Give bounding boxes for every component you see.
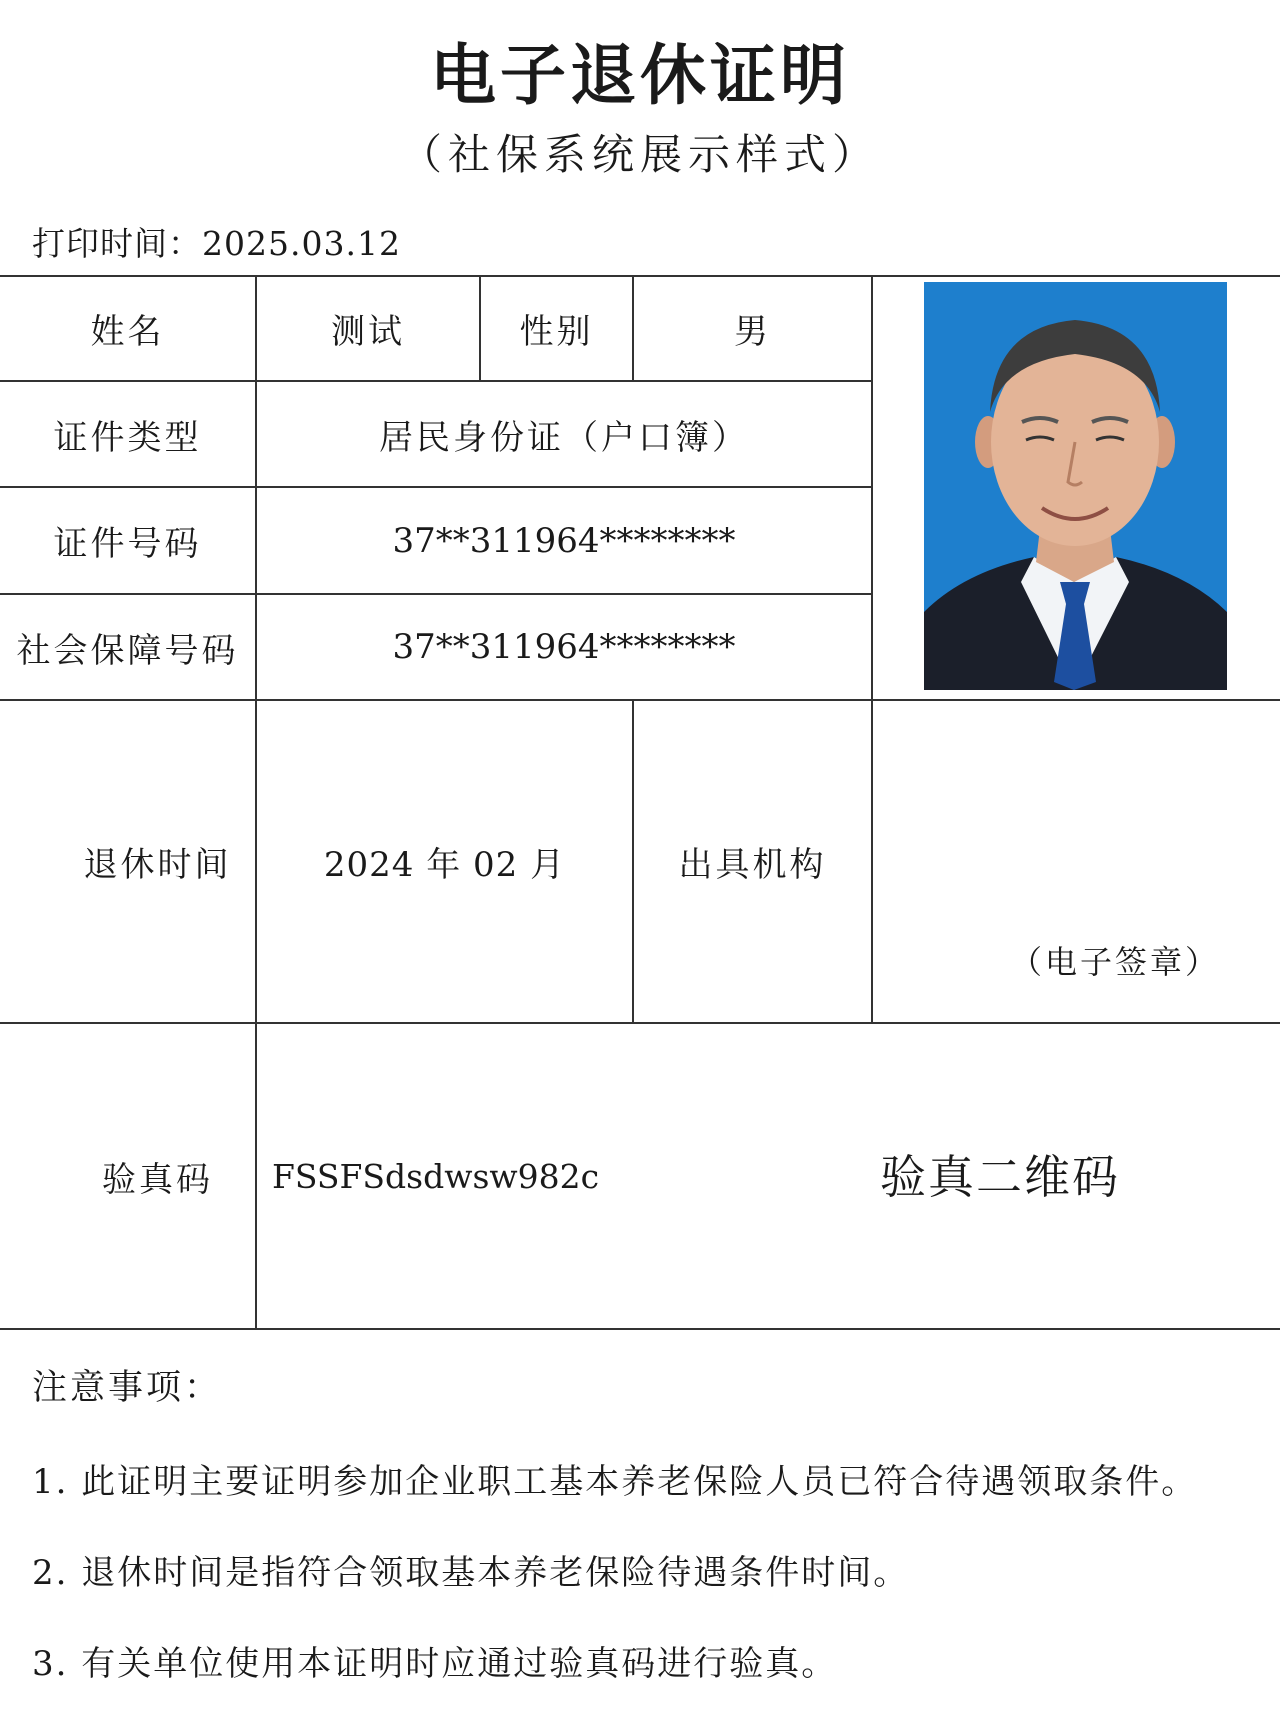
name-value: 测试 — [331, 312, 405, 352]
electronic-seal-label: （电子签章） — [1009, 943, 1220, 981]
gender-label: 性别 — [519, 312, 594, 352]
name-label: 姓名 — [90, 312, 165, 352]
note-item: 3. 有关单位使用本证明时应通过验真码进行验真。 — [32, 1644, 838, 1684]
social-security-value: 37**311964******** — [392, 627, 736, 667]
print-date-label: 打印时间： — [32, 224, 202, 263]
verification-code-label: 验真码 — [102, 1159, 213, 1200]
certificate-subtitle: （社保系统展示样式） — [399, 130, 880, 179]
certificate-title: 电子退休证明 — [430, 36, 850, 114]
retirement-time-label: 退休时间 — [83, 845, 232, 885]
retirement-time-value: 2024 年 02 月 — [323, 845, 566, 885]
table-col-divider — [871, 275, 873, 1024]
print-date-value: 2025.03.12 — [202, 224, 401, 263]
gender-value: 男 — [734, 312, 771, 352]
print-date-row — [32, 218, 401, 265]
issuer-label: 出具机构 — [678, 845, 827, 885]
qr-code-placeholder: 验真二维码 — [880, 1150, 1120, 1204]
note-item: 1. 此证明主要证明参加企业职工基本养老保险人员已符合待遇领取条件。 — [32, 1462, 1198, 1502]
notes-section — [32, 1360, 1262, 1727]
table-border-bottom — [0, 1328, 1280, 1330]
id-type-value: 居民身份证（户口簿） — [379, 417, 749, 458]
verification-code-value: FSSFSdsdwsw982c — [272, 1156, 600, 1196]
note-item: 2. 退休时间是指符合领取基本养老保险待遇条件时间。 — [32, 1553, 910, 1593]
portrait-image — [924, 282, 1227, 690]
id-number-value: 37**311964******** — [392, 520, 736, 561]
id-type-label: 证件类型 — [53, 417, 202, 458]
portrait-photo — [924, 282, 1227, 690]
id-number-label: 证件号码 — [53, 524, 202, 564]
social-security-label: 社会保障号码 — [16, 630, 239, 671]
notes-heading: 注意事项： — [32, 1368, 223, 1408]
